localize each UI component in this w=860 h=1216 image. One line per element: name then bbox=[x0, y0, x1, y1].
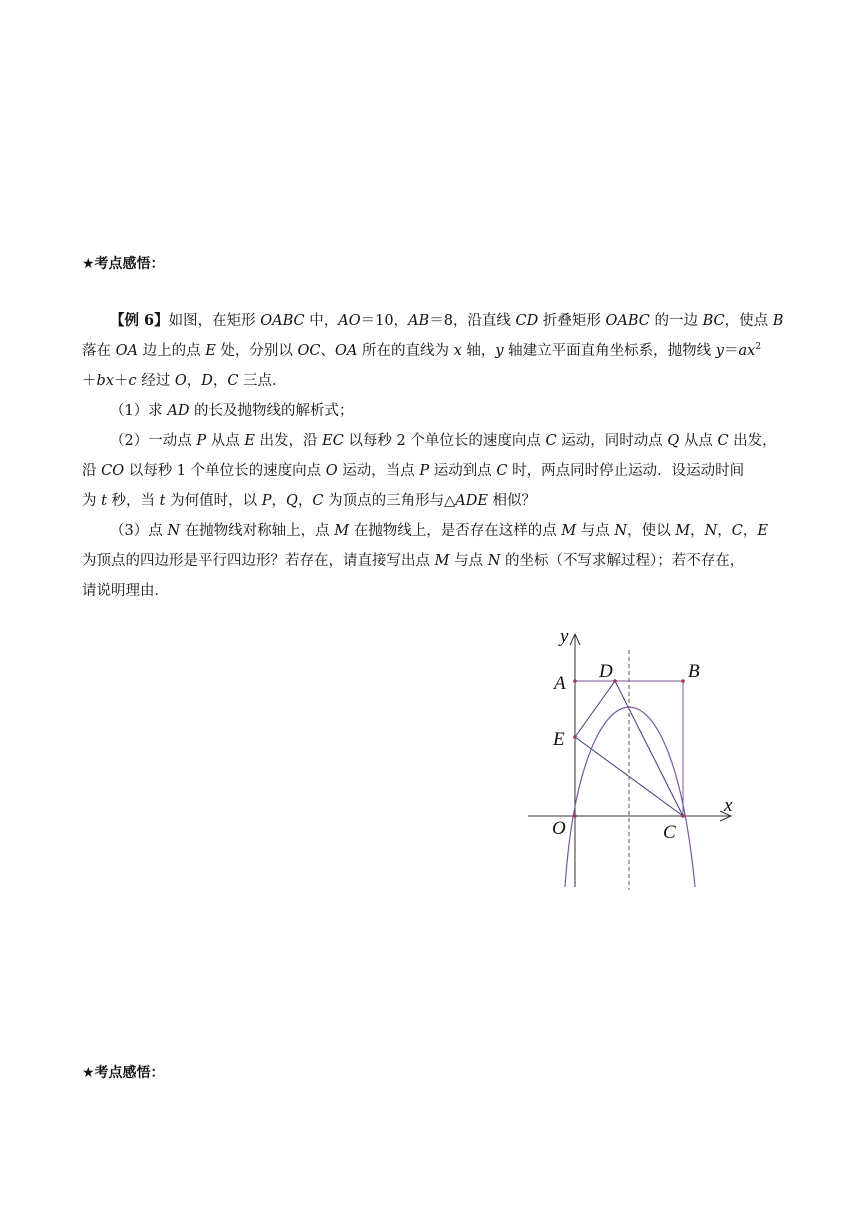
t: E bbox=[205, 343, 216, 359]
point-o bbox=[573, 814, 577, 818]
t: B bbox=[772, 313, 784, 329]
t: N bbox=[614, 523, 628, 539]
t: ADE bbox=[455, 493, 488, 509]
t: 中， bbox=[304, 313, 339, 329]
t: ， bbox=[690, 523, 705, 539]
t: C bbox=[717, 433, 729, 449]
t: 、 bbox=[320, 343, 335, 359]
parabola bbox=[565, 707, 695, 887]
t: P bbox=[419, 463, 430, 479]
question-2-line-1 bbox=[82, 426, 777, 456]
t: y bbox=[495, 343, 504, 359]
t: ， bbox=[742, 523, 758, 539]
t: 为 bbox=[82, 493, 102, 509]
question-3-line-2 bbox=[82, 546, 772, 576]
t: ＋ bbox=[82, 373, 97, 389]
t: ＝8，沿直线 bbox=[429, 313, 516, 329]
label-o: O bbox=[552, 818, 566, 839]
t: C bbox=[731, 523, 743, 539]
t: t bbox=[101, 493, 107, 509]
t: 落在 bbox=[82, 343, 116, 359]
t: C bbox=[545, 433, 557, 449]
t: CD bbox=[515, 313, 539, 329]
t: （2）一动点 bbox=[110, 433, 197, 449]
t: OA bbox=[334, 343, 358, 359]
point-b bbox=[681, 679, 685, 683]
t: M bbox=[334, 523, 350, 539]
t: 处，分别以 bbox=[215, 343, 298, 359]
t: 轴， bbox=[461, 343, 496, 359]
t: 与点 bbox=[449, 553, 488, 569]
t: 运动，当点 bbox=[337, 463, 420, 479]
t: Q bbox=[667, 433, 680, 449]
question-2-line-3 bbox=[82, 486, 772, 516]
segment-de bbox=[575, 681, 615, 737]
t: ax bbox=[738, 343, 756, 359]
t: ， bbox=[717, 523, 732, 539]
t: OA bbox=[115, 343, 138, 359]
t: x bbox=[453, 343, 462, 359]
label-a: A bbox=[554, 673, 566, 694]
t: E bbox=[757, 523, 768, 539]
t: C bbox=[496, 463, 508, 479]
question-2-line-2 bbox=[82, 456, 772, 486]
t: AO bbox=[338, 313, 361, 329]
t: 沿 bbox=[82, 463, 102, 479]
t: 从点 bbox=[679, 433, 718, 449]
t: 所在的直线为 bbox=[357, 343, 454, 359]
t: Q bbox=[285, 493, 298, 509]
t: 时，两点同时停止运动．设运动时间 bbox=[507, 463, 745, 479]
t: P bbox=[196, 433, 207, 449]
t: ， bbox=[271, 493, 286, 509]
t: bx bbox=[96, 373, 114, 389]
t: ， bbox=[186, 373, 202, 389]
t: AB bbox=[408, 313, 430, 329]
t: y bbox=[715, 343, 724, 359]
t: 为顶点的四边形是平行四边形？若存在，请直接写出点 bbox=[82, 553, 435, 569]
t: ＝10， bbox=[360, 313, 409, 329]
label-b: B bbox=[688, 661, 700, 682]
t: 为何值时，以 bbox=[165, 493, 262, 509]
t: AD bbox=[167, 403, 190, 419]
t: ＝ bbox=[723, 343, 739, 359]
t: M bbox=[561, 523, 577, 539]
geometry-figure bbox=[520, 625, 750, 895]
heading-kaodian-bottom: ★考点感悟： bbox=[82, 1065, 165, 1081]
t: 轴建立平面直角坐标系，抛物线 bbox=[503, 343, 716, 359]
label-e: E bbox=[553, 729, 565, 750]
t: 为顶点的三角形与△ bbox=[323, 493, 456, 509]
t: M bbox=[434, 553, 450, 569]
label-y: y bbox=[560, 626, 569, 647]
t: 如图，在矩形 bbox=[168, 313, 261, 329]
t: 经过 bbox=[136, 373, 175, 389]
t: 运动，同时动点 bbox=[556, 433, 668, 449]
t: OABC bbox=[605, 313, 650, 329]
t: P bbox=[261, 493, 272, 509]
t: 三点． bbox=[238, 373, 287, 389]
t: O bbox=[174, 373, 187, 389]
question-1 bbox=[82, 396, 772, 426]
example-6-problem bbox=[82, 306, 784, 606]
t: C bbox=[227, 373, 239, 389]
t: E bbox=[244, 433, 255, 449]
example-label: 【例 6】 bbox=[110, 312, 169, 329]
t: 秒，当 bbox=[106, 493, 160, 509]
point-d bbox=[613, 679, 617, 683]
t: OABC bbox=[260, 313, 305, 329]
t: O bbox=[325, 463, 338, 479]
label-c: C bbox=[663, 822, 676, 843]
t: 的一边 bbox=[649, 313, 703, 329]
t: N bbox=[167, 523, 181, 539]
question-3-line-3: 请说明理由． bbox=[82, 583, 169, 599]
problem-line-2 bbox=[82, 336, 772, 366]
t: ， bbox=[212, 373, 228, 389]
t: c bbox=[128, 373, 137, 389]
exponent: 2 bbox=[755, 342, 762, 352]
t: ， bbox=[297, 493, 313, 509]
point-c bbox=[681, 814, 685, 818]
t: ，使点 bbox=[724, 313, 773, 329]
problem-line-3 bbox=[82, 366, 772, 396]
t: 以每秒 2 个单位长的速度向点 bbox=[343, 433, 546, 449]
t: 从点 bbox=[206, 433, 245, 449]
t: EC bbox=[322, 433, 344, 449]
point-e bbox=[573, 735, 577, 739]
t: （1）求 bbox=[110, 403, 168, 419]
t: 以每秒 1 个单位长的速度向点 bbox=[124, 463, 326, 479]
t: CO bbox=[101, 463, 125, 479]
t: 的坐标（不写求解过程）；若不存在， bbox=[500, 553, 745, 569]
t: D bbox=[201, 373, 213, 389]
t: BC bbox=[702, 313, 725, 329]
label-d: D bbox=[599, 661, 613, 682]
label-x: x bbox=[724, 795, 733, 816]
t: 折叠矩形 bbox=[538, 313, 606, 329]
t: 在抛物线对称轴上，点 bbox=[180, 523, 335, 539]
point-a bbox=[573, 679, 577, 683]
t: N bbox=[704, 523, 718, 539]
t: 出发， bbox=[728, 433, 777, 449]
heading-kaodian-top: ★考点感悟： bbox=[82, 256, 165, 272]
problem-line-1 bbox=[82, 306, 784, 336]
t: 在抛物线上，是否存在这样的点 bbox=[349, 523, 562, 539]
t: C bbox=[312, 493, 324, 509]
segment-cd bbox=[615, 681, 683, 816]
t: ＋ bbox=[113, 373, 129, 389]
t: ，使以 bbox=[627, 523, 676, 539]
t: 相似？ bbox=[487, 493, 537, 509]
t: M bbox=[675, 523, 691, 539]
t: （3）点 bbox=[110, 523, 168, 539]
t: 的长及抛物线的解析式； bbox=[189, 403, 354, 419]
t: 运动到点 bbox=[429, 463, 497, 479]
t: 边上的点 bbox=[137, 343, 206, 359]
question-3-line-1 bbox=[82, 516, 772, 546]
t: N bbox=[487, 553, 501, 569]
t: 出发，沿 bbox=[254, 433, 323, 449]
t: OC bbox=[297, 343, 321, 359]
t: t bbox=[159, 493, 166, 509]
t: 与点 bbox=[576, 523, 615, 539]
